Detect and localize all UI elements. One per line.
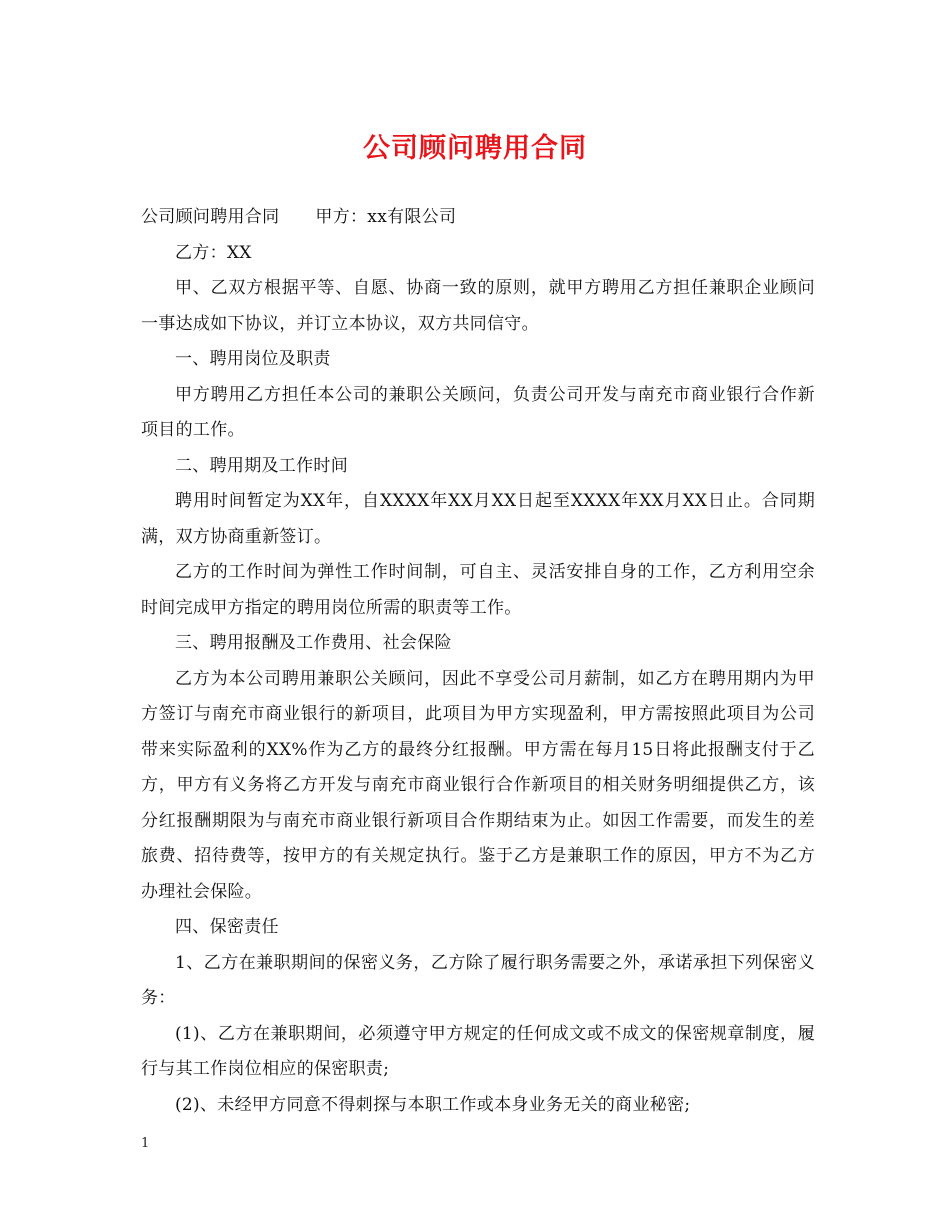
document-title: 公司顾问聘用合同	[363, 133, 587, 164]
document-body	[141, 200, 815, 1123]
section-heading: 二、聘用期及工作时间	[175, 455, 348, 476]
section-heading: 三、聘用报酬及工作费用、社会保险	[175, 633, 452, 653]
paragraph: 乙方为本公司聘用兼职公关顾问，因此不享受公司月薪制，如乙方在聘用期内为甲方签订与南充市商业银行的新项目，此项目为甲方实现盈利，甲方需按照此项目为公司带来实际盈利的XX%作为乙方的最终分红报酬。甲方需在每月15日将此报酬支付于乙方，甲方有义务将乙方开发与南充市商业银行合作新项目的相关财务明细提供乙方，该分红报酬期限为与南充市商业银行新项目合作期结束为止。如因工作需要，而发生的差旅费、招待费等，按甲方的有关规定执行。鉴于乙方是兼职工作的原因，甲方不为乙方办理社会保险。	[141, 668, 815, 902]
header-line-right: 甲方：xx有限公司	[315, 207, 457, 227]
paragraph: 聘用时间暂定为XX年，自XXXX年XX月XX日起至XXXX年XX月XX日止。合同期满，双方协商重新签订。	[141, 491, 815, 547]
paragraph: 乙方：XX	[175, 242, 252, 263]
header-line	[141, 200, 815, 236]
paragraph: (1)、乙方在兼职期间，必须遵守甲方规定的任何成文或不成文的保密规章制度，履行与其工作岗位相应的保密职责;	[141, 1023, 815, 1079]
paragraph: 1、乙方在兼职期间的保密义务，乙方除了履行职务需要之外，承诺承担下列保密义务：	[141, 952, 815, 1008]
page-number: 1	[141, 1136, 150, 1151]
paragraph: (2)、未经甲方同意不得刺探与本职工作或本身业务无关的商业秘密;	[175, 1094, 691, 1115]
paragraph: 甲方聘用乙方担任本公司的兼职公关顾问，负责公司开发与南充市商业银行合作新项目的工作。	[141, 384, 815, 440]
section-heading: 四、保密责任	[175, 917, 279, 937]
paragraph: 乙方的工作时间为弹性工作时间制，可自主、灵活安排自身的工作，乙方利用空余时间完成甲方指定的聘用岗位所需的职责等工作。	[141, 562, 815, 618]
section-heading: 一、聘用岗位及职责	[175, 349, 331, 369]
header-line-left: 公司顾问聘用合同	[141, 207, 280, 227]
paragraph: 甲、乙双方根据平等、自愿、协商一致的原则，就甲方聘用乙方担任兼职企业顾问一事达成如下协议，并订立本协议，双方共同信守。	[141, 278, 815, 334]
